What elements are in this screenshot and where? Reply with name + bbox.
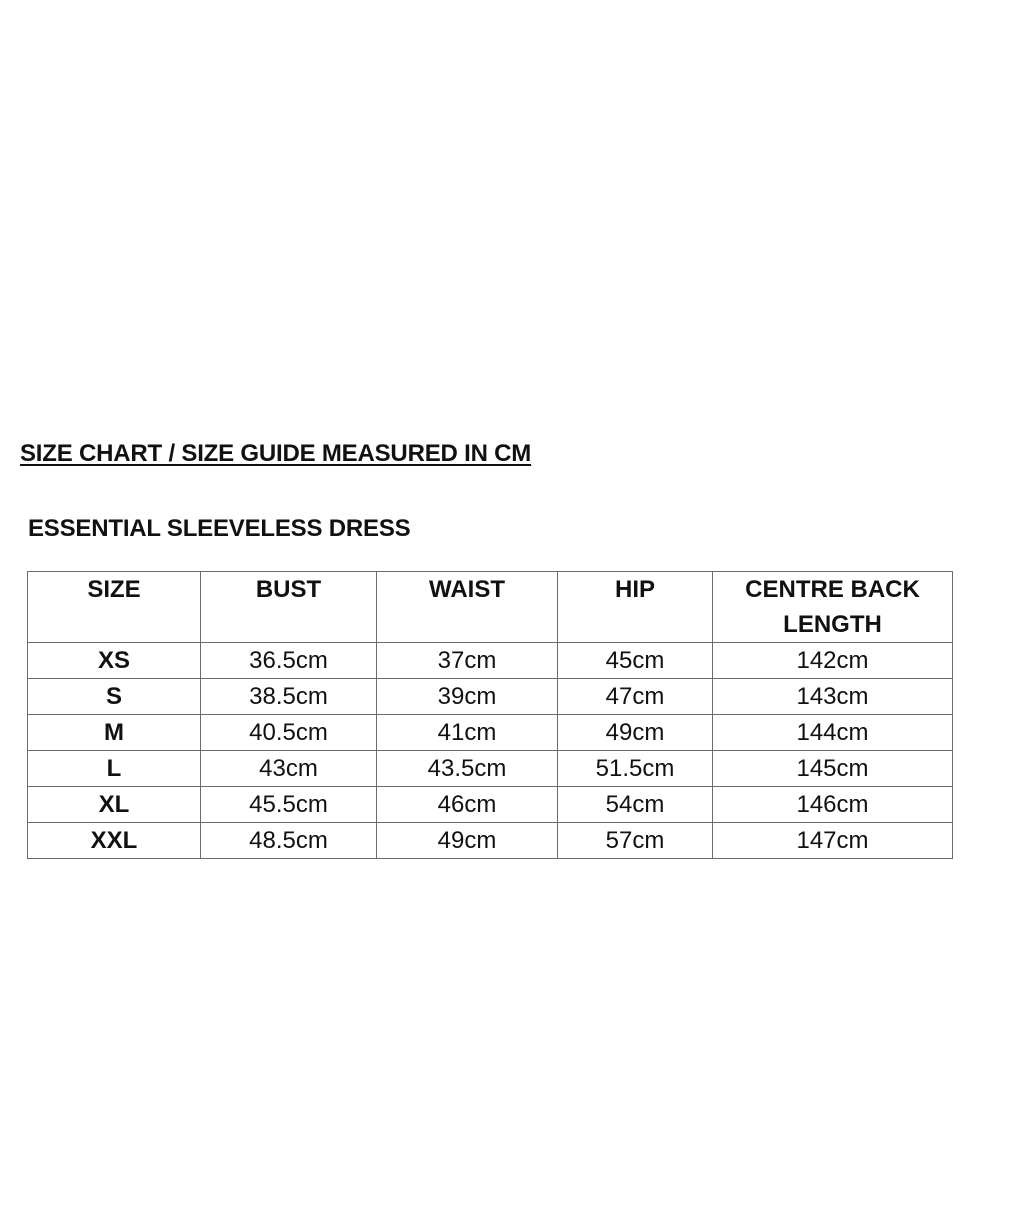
waist-cell: 39cm (377, 679, 558, 715)
table-row (28, 715, 953, 751)
table-row (28, 787, 953, 823)
size-cell: S (28, 679, 201, 715)
centre-back-length-cell: 144cm (713, 715, 953, 751)
bust-cell: 40.5cm (201, 715, 377, 751)
table-body (28, 643, 953, 859)
waist-cell: 37cm (377, 643, 558, 679)
size-cell: XXL (28, 823, 201, 859)
centre-back-length-cell: 147cm (713, 823, 953, 859)
waist-cell: 43.5cm (377, 751, 558, 787)
centre-back-length-cell: 146cm (713, 787, 953, 823)
hip-cell: 51.5cm (558, 751, 713, 787)
header-size: SIZE (28, 572, 201, 643)
header-centre-back-length: CENTRE BACK LENGTH (713, 572, 953, 643)
header-bust: BUST (201, 572, 377, 643)
hip-cell: 49cm (558, 715, 713, 751)
table-row (28, 679, 953, 715)
centre-back-length-cell: 142cm (713, 643, 953, 679)
table-header (28, 572, 953, 643)
size-cell: M (28, 715, 201, 751)
waist-cell: 49cm (377, 823, 558, 859)
document-title: SIZE CHART / SIZE GUIDE MEASURED IN CM (20, 440, 532, 467)
size-cell: L (28, 751, 201, 787)
bust-cell: 43cm (201, 751, 377, 787)
bust-cell: 36.5cm (201, 643, 377, 679)
table-row (28, 643, 953, 679)
hip-cell: 45cm (558, 643, 713, 679)
bust-cell: 45.5cm (201, 787, 377, 823)
centre-back-length-cell: 145cm (713, 751, 953, 787)
waist-cell: 46cm (377, 787, 558, 823)
bust-cell: 38.5cm (201, 679, 377, 715)
header-hip: HIP (558, 572, 713, 643)
table-row (28, 823, 953, 859)
header-waist: WAIST (377, 572, 558, 643)
centre-back-length-cell: 143cm (713, 679, 953, 715)
product-title: ESSENTIAL SLEEVELESS DRESS (28, 515, 411, 542)
size-cell: XL (28, 787, 201, 823)
hip-cell: 57cm (558, 823, 713, 859)
bust-cell: 48.5cm (201, 823, 377, 859)
size-cell: XS (28, 643, 201, 679)
hip-cell: 54cm (558, 787, 713, 823)
header-row (28, 572, 953, 643)
size-chart-table (27, 571, 953, 859)
table-row (28, 751, 953, 787)
hip-cell: 47cm (558, 679, 713, 715)
waist-cell: 41cm (377, 715, 558, 751)
